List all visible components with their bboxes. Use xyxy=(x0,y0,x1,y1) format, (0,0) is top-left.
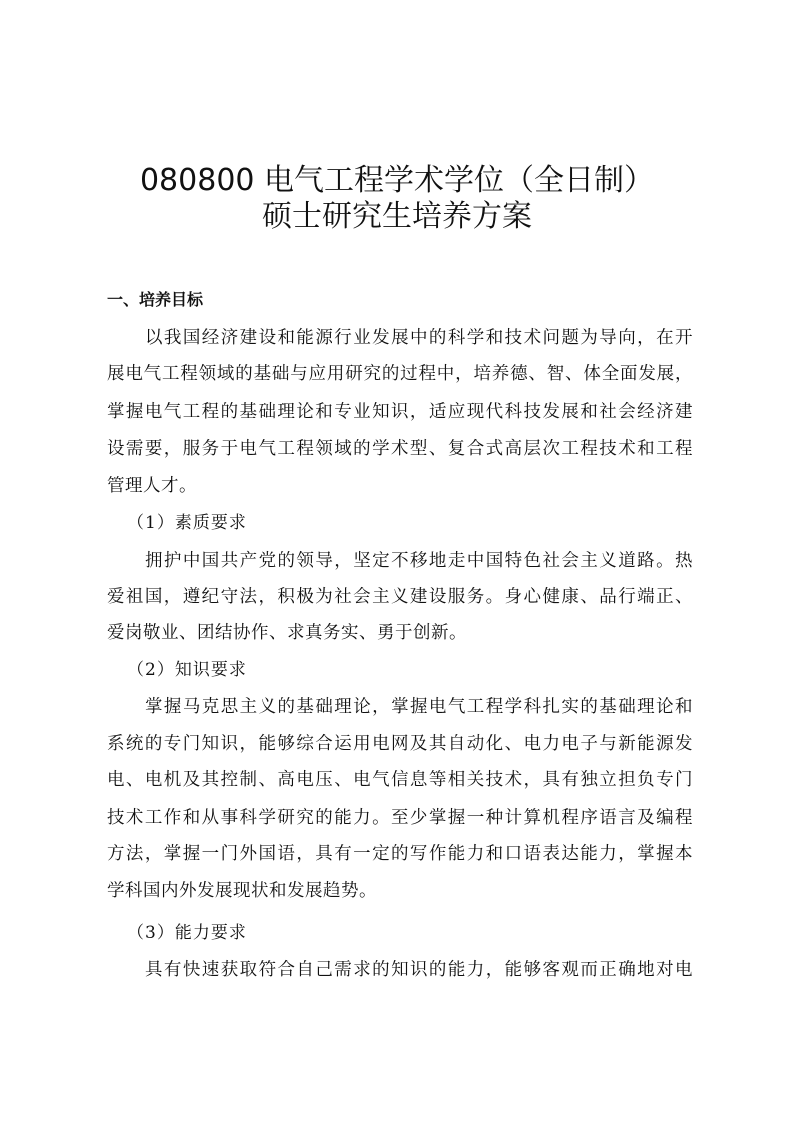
paragraph-line: 掌握电气工程的基础理论和专业知识，适应现代科技发展和社会经济建 xyxy=(107,402,693,422)
paragraph-line: 展电气工程领域的基础与应用研究的过程中，培养德、智、体全面发展， xyxy=(107,364,693,384)
subsection-heading-knowledge: （2）知识要求 xyxy=(127,660,247,680)
paragraph-line: 爱岗敬业、团结协作、求真务实、勇于创新。 xyxy=(107,623,467,643)
paragraph-line: 系统的专门知识，能够综合运用电网及其自动化、电力电子与新能源发 xyxy=(107,734,693,754)
section-heading-training-goals: 一、培养目标 xyxy=(107,290,204,309)
paragraph-line: 方法，掌握一门外国语，具有一定的写作能力和口语表达能力，掌握本 xyxy=(107,844,693,864)
paragraph-line: 设需要，服务于电气工程领域的学术型、复合式高层次工程技术和工程 xyxy=(107,439,693,459)
paragraph-line: 学科国内外发展现状和发展趋势。 xyxy=(107,881,377,901)
paragraph-line: 电、电机及其控制、高电压、电气信息等相关技术，具有独立担负专门 xyxy=(107,770,693,790)
paragraph-line: 爱祖国，遵纪守法，积极为社会主义建设服务。身心健康、品行端正、 xyxy=(107,587,693,607)
document-title-line-1: 080800 电气工程学术学位（全日制） xyxy=(139,163,655,198)
subsection-heading-quality: （1）素质要求 xyxy=(127,513,247,533)
paragraph-line: 具有快速获取符合自己需求的知识的能力，能够客观而正确地对电 xyxy=(145,960,693,980)
paragraph-line: 以我国经济建设和能源行业发展中的科学和技术问题为导向，在开 xyxy=(145,328,693,348)
paragraph-line: 管理人才。 xyxy=(107,476,197,496)
paragraph-line: 掌握马克思主义的基础理论，掌握电气工程学科扎实的基础理论和 xyxy=(145,697,693,717)
subsection-heading-ability: （3）能力要求 xyxy=(127,923,247,943)
paragraph-line: 拥护中国共产党的领导，坚定不移地走中国特色社会主义道路。热 xyxy=(145,551,693,571)
document-title-line-2: 硕士研究生培养方案 xyxy=(262,199,532,234)
paragraph-line: 技术工作和从事科学研究的能力。至少掌握一种计算机程序语言及编程 xyxy=(107,808,693,828)
